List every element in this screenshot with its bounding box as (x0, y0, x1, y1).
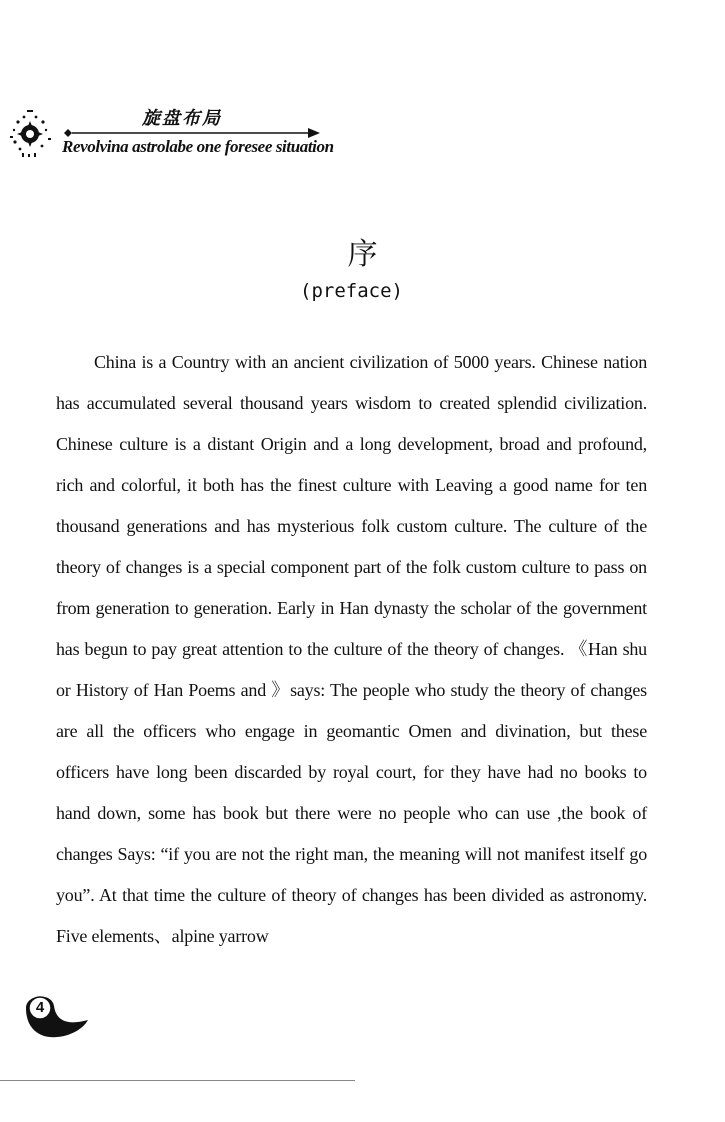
page-number: 4 (35, 999, 45, 1016)
astrolabe-logo-icon (8, 108, 56, 158)
header-chinese-title: 旋盘布局 (142, 108, 222, 129)
running-header (8, 100, 368, 162)
header-english-subtitle: Revolvina astrolabe one foresee situation (62, 137, 334, 156)
footer-rule (0, 1080, 355, 1081)
preface-paragraph: China is a Country with an ancient civilization of 5000 years. Chinese nation has accumulated several thousand years wisdom to created splendid civilization. Chinese culture is a distant Origin and a long development, broad and profound, rich and colorful, it both has the finest culture with Leaving a good name for ten thousand generations and has mysterious folk custom culture. The culture of the theory of changes is a special component part of the folk custom culture to pass on from generation to generation. Early in Han dynasty the scholar of the government has begun to pay great attention to the culture of the theory of changes. 《Han shu or History of Han Poems and 》says: The people who study the theory of changes are all the officers who engage in geomantic Omen and divination, but these officers have long been discarded by royal court, for they have had no books to hand down, some has book but there were no people who can use ,the book of changes Says: “if you are not the right man, the meaning will not manifest itself go you”. At that time the culture of theory of changes has been divided as astronomy. Five elements、alpine yarrow (56, 352, 647, 946)
page-number-badge (22, 990, 92, 1040)
chapter-title-chinese: 序 (347, 237, 378, 272)
chapter-title-english: (preface) (300, 280, 403, 302)
